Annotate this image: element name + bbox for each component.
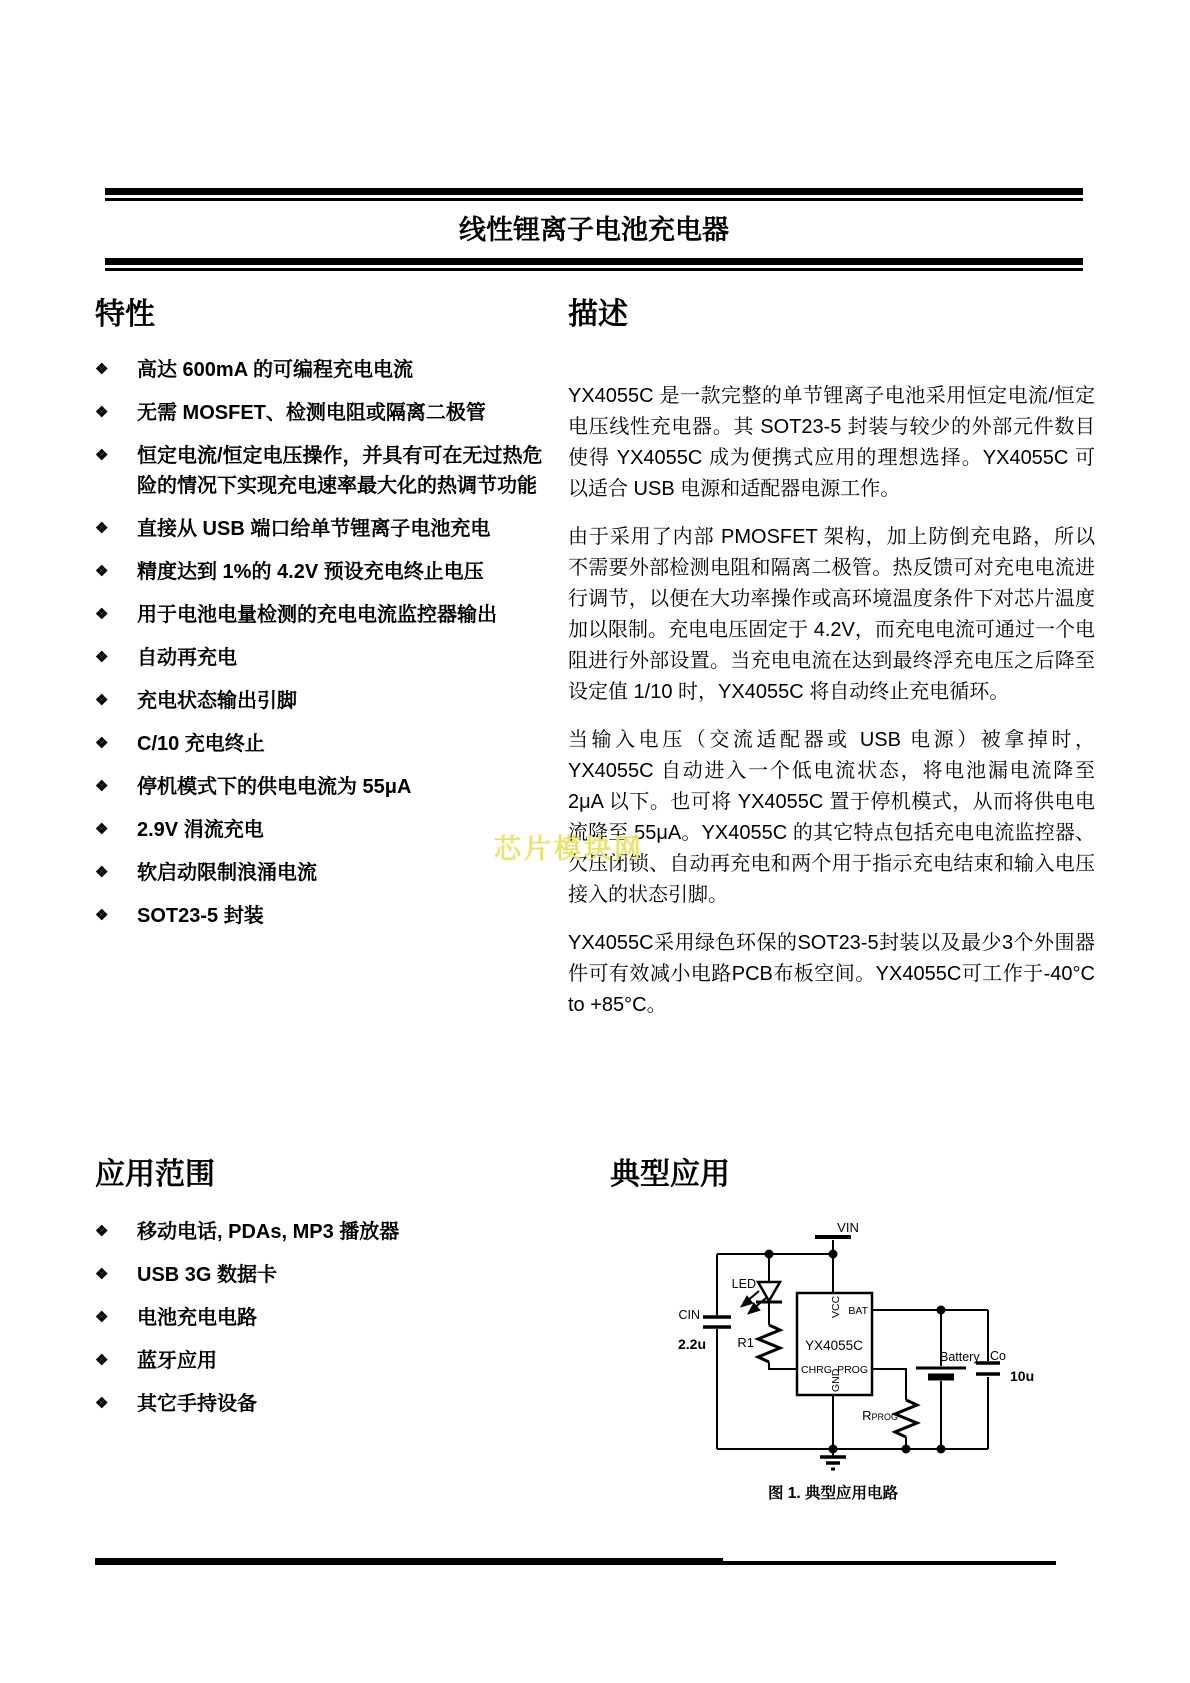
watermark-text: 芯片模块网 — [494, 834, 644, 864]
rprog-label — [862, 1408, 898, 1423]
junction-dot — [765, 1250, 774, 1259]
feature-item — [95, 729, 547, 759]
r1-resistor — [758, 1325, 780, 1362]
description-paragraph: YX4055C采用绿色环保的SOT23-5封装以及最少3个外围器件可有效减小电路PCB布板空间。YX4055C可工作于-40°C to +85°C。 — [568, 932, 1095, 1016]
junction-dot — [829, 1445, 838, 1454]
feature-item-text: C/10 充电终止 — [137, 733, 265, 755]
diamond-bullet-icon: ❖ — [95, 1223, 109, 1240]
feature-item — [95, 600, 547, 630]
feature-item-text: 2.9V 涓流充电 — [137, 819, 264, 841]
diamond-bullet-icon: ❖ — [95, 1309, 109, 1326]
cin-label: CIN — [678, 1308, 700, 1322]
applications-list — [95, 1217, 547, 1419]
application-item-text: 移动电话, PDAs, MP3 播放器 — [137, 1221, 400, 1243]
diamond-bullet-icon: ❖ — [95, 864, 109, 881]
feature-item-text: 用于电池电量检测的充电电流监控器输出 — [137, 604, 497, 626]
diamond-bullet-icon: ❖ — [95, 404, 109, 421]
pin-label-prog: PROG — [837, 1364, 868, 1376]
feature-item — [95, 772, 547, 802]
feature-item — [95, 514, 547, 544]
co-value-label: 10u — [1010, 1368, 1035, 1384]
diamond-bullet-icon: ❖ — [95, 907, 109, 924]
feature-item-text: SOT23-5 封装 — [137, 905, 264, 927]
feature-item-text: 软启动限制浪涌电流 — [137, 862, 317, 884]
pin-label-vcc: VCC — [830, 1295, 842, 1318]
feature-item — [95, 557, 547, 587]
feature-item-text: 充电状态输出引脚 — [137, 690, 297, 712]
diamond-bullet-icon: ❖ — [95, 692, 109, 709]
prog-wire — [872, 1369, 906, 1400]
title-bottom-thick-rule — [105, 258, 1083, 265]
description-paragraph: 由于采用了内部 PMOSFET 架构，加上防倒充电路，所以不需要外部检测电阻和隔离二极管。热反馈可对充电电流进行调节，以便在大功率操作或高环境温度条件下对芯片温度加以限制。充电电压固定于 4.2V，而充电电流可通过一个电阻进行外部设置。当充电电流在达到最终浮充电压之后降至设定值 1/10 时，YX4055C 将自动终止充电循环。 — [568, 526, 1095, 703]
led-emission-arrows — [742, 1291, 766, 1313]
diamond-bullet-icon: ❖ — [95, 1352, 109, 1369]
battery-symbol — [916, 1368, 966, 1377]
rprog-label-prefix: R — [862, 1408, 872, 1423]
diamond-bullet-icon: ❖ — [95, 735, 109, 752]
title-top-thick-rule — [105, 188, 1083, 195]
rprog-label-sub: PROG — [871, 1412, 898, 1422]
diamond-bullet-icon: ❖ — [95, 778, 109, 795]
co-label: Co — [990, 1349, 1006, 1363]
diamond-bullet-icon: ❖ — [95, 649, 109, 666]
battery-label: Battery — [940, 1350, 980, 1364]
description-heading: 描述 — [568, 298, 628, 331]
feature-item — [95, 815, 547, 845]
junction-dot — [829, 1250, 838, 1259]
feature-item-text: 恒定电流/恒定电压操作，并具有可在无过热危险的情况下实现充电速率最大化的热调节功能 — [137, 445, 543, 497]
applications-section — [95, 1157, 547, 1432]
feature-item — [95, 355, 547, 385]
applications-heading: 应用范围 — [95, 1158, 215, 1191]
description-paragraph: 当输入电压（交流适配器或 USB 电源）被拿掉时，YX4055C 自动进入一个低电流状态，将电池漏电流降至 2μA 以下。也可将 YX4055C 置于停机模式，从而将供电电流降至 55μA。YX4055C 的其它特点包括充电电流监控器、欠压闭锁、自动再充电和两个用于指示充电结束和输入电压接入的状态引脚。 — [568, 729, 1095, 906]
junction-dot — [902, 1445, 911, 1454]
feature-item-text: 高达 600mA 的可编程充电电流 — [137, 359, 413, 381]
cin-value-label: 2.2u — [677, 1336, 706, 1352]
diamond-bullet-icon: ❖ — [95, 821, 109, 838]
features-heading: 特性 — [95, 298, 155, 331]
feature-item-text: 直接从 USB 端口给单节锂离子电池充电 — [137, 518, 491, 540]
features-section — [95, 297, 547, 944]
ground-icon — [820, 1457, 846, 1469]
diamond-bullet-icon: ❖ — [95, 1266, 109, 1283]
application-item-text: 蓝牙应用 — [137, 1350, 217, 1372]
feature-item — [95, 398, 547, 428]
feature-item — [95, 643, 547, 673]
r1-chrg-wire — [769, 1362, 797, 1369]
feature-item-text: 停机模式下的供电电流为 55μA — [137, 776, 412, 798]
r1-label: R1 — [737, 1335, 754, 1350]
footer-rule-right — [723, 1561, 1056, 1565]
feature-item-text: 无需 MOSFET、检测电阻或隔离二极管 — [137, 402, 486, 424]
application-item — [95, 1217, 547, 1247]
led-label: LED — [731, 1277, 756, 1291]
application-item — [95, 1303, 547, 1333]
vin-label: VIN — [837, 1220, 859, 1235]
pin-label-bat: BAT — [848, 1305, 868, 1317]
junction-dot — [937, 1306, 946, 1315]
application-item-text: 电池充电电路 — [137, 1307, 257, 1329]
junction-dot — [937, 1445, 946, 1454]
diamond-bullet-icon: ❖ — [95, 563, 109, 580]
pin-label-gnd: GND — [830, 1368, 842, 1392]
co-capacitor — [976, 1363, 1000, 1374]
feature-item — [95, 901, 547, 931]
application-item-text: 其它手持设备 — [137, 1393, 257, 1415]
footer-rule-left — [95, 1558, 723, 1565]
title-top-thin-rule — [105, 198, 1083, 201]
page-title: 线性锂离子电池充电器 — [459, 215, 729, 245]
typical-application-circuit — [600, 1205, 1070, 1510]
application-item — [95, 1389, 547, 1419]
feature-item-text: 精度达到 1%的 4.2V 预设充电终止电压 — [137, 561, 484, 583]
rprog-resistor — [895, 1400, 917, 1437]
ic-label: YX4055C — [805, 1338, 863, 1353]
feature-item — [95, 858, 547, 888]
application-item-text: USB 3G 数据卡 — [137, 1264, 278, 1286]
title-bottom-thin-rule — [105, 268, 1083, 271]
feature-item-text: 自动再充电 — [137, 647, 237, 669]
diamond-bullet-icon: ❖ — [95, 361, 109, 378]
application-item — [95, 1260, 547, 1290]
typical-application-heading: 典型应用 — [610, 1158, 730, 1191]
diamond-bullet-icon: ❖ — [95, 1395, 109, 1412]
diamond-bullet-icon: ❖ — [95, 520, 109, 537]
diamond-bullet-icon: ❖ — [95, 447, 109, 464]
feature-item — [95, 441, 547, 501]
led-triangle — [758, 1282, 780, 1301]
description-section — [568, 297, 1095, 1038]
diamond-bullet-icon: ❖ — [95, 606, 109, 623]
feature-item — [95, 686, 547, 716]
description-paragraph: YX4055C 是一款完整的单节锂离子电池采用恒定电流/恒定电压线性充电器。其 SOT23-5 封装与较少的外部元件数目使得 YX4055C 成为便携式应用的理想选择。YX4055C 可以适合 USB 电源和适配器电源工作。 — [568, 385, 1095, 500]
cin-capacitor — [703, 1317, 731, 1327]
figure-caption: 图 1. 典型应用电路 — [767, 1485, 899, 1502]
features-list — [95, 355, 547, 931]
application-item — [95, 1346, 547, 1376]
pin-label-chrg: CHRG — [801, 1364, 832, 1376]
